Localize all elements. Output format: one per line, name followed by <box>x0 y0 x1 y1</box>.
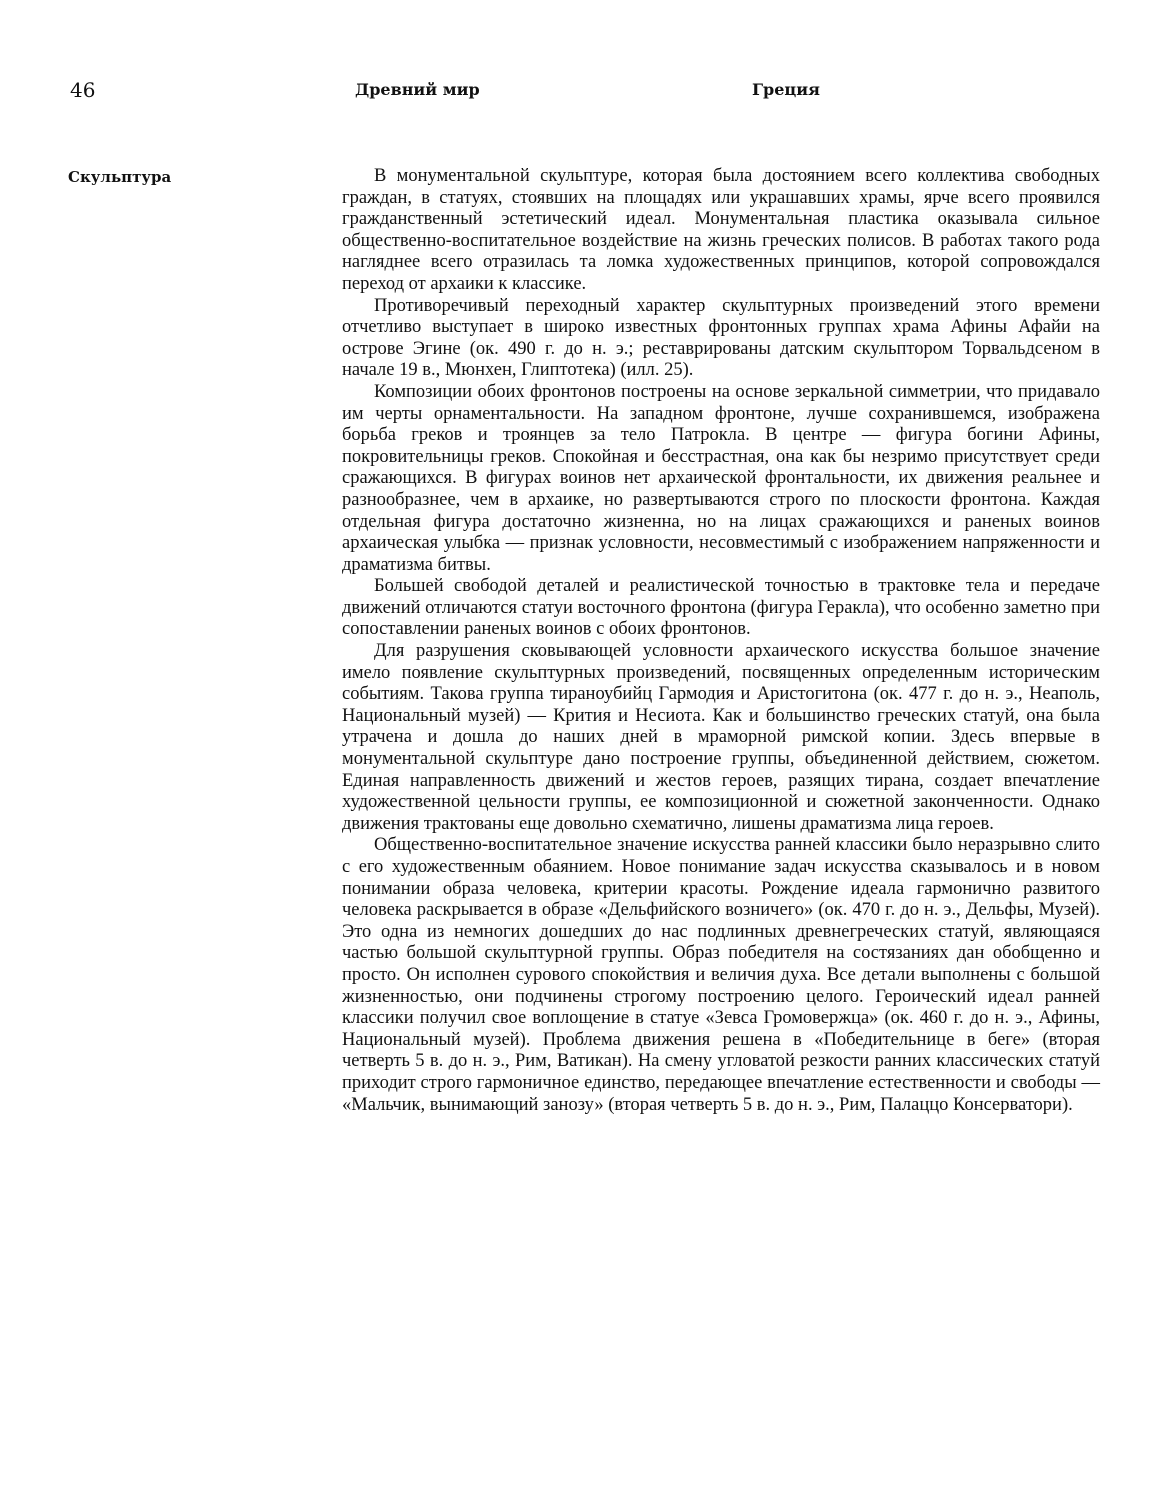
paragraph-4: Большей свободой деталей и реалистической точностью в трактовке тела и передаче движений отличаются статуи восточного фронтона (фигура Геракла), что особенно заметно при сопоставлении раненых воинов с обоих фронтонов. <box>342 576 1100 640</box>
paragraph-5: Для разрушения сковывающей условности архаического искусства большое значение имело появление скульптурных произведений, посвященных определенным историческим событиям. Такова группа тираноубийц Гармодия и Аристогитона (ок. 477 г. до н. э., Неаполь, Национальный музей) — Крития и Несиота. Как и большинство греческих статуй, она была утрачена и дошла до наших дней в мраморной римской копии. Здесь впервые в монументальной скульптуре дано построение группы, объединенной действием, сюжетом. Единая направленность движений и жестов героев, разящих тирана, создает впечатление художественной цельности группы, ее композиционной и сюжетной законченности. Однако движения трактованы еще довольно схематично, лишены драматизма лица героев. <box>342 641 1100 834</box>
page-number: 46 <box>70 78 96 102</box>
running-head-right: Греция <box>752 80 820 99</box>
section-label: Скульптура <box>68 168 172 186</box>
paragraph-3: Композиции обоих фронтонов построены на основе зеркальной симметрии, что придавало им черты орнаментальности. На западном фронтоне, лучше сохранившемся, изображена борьба греков и троянцев за тело Патрокла. В центре — фигура богини Афины, покровительницы греков. Спокойная и бесстрастная, она как бы незримо присутствует среди сражающихся. В фигурах воинов нет архаической фронтальности, их движения реальнее и разнообразнее, чем в архаике, но развертываются строго по плоскости фронтона. Каждая отдельная фигура достаточно жизненна, но на лицах сражающихся и раненых воинов архаическая улыбка — признак условности, несовместимый с изображением напряженности и драматизма битвы. <box>342 381 1100 575</box>
paragraph-2: Противоречивый переходный характер скульптурных произведений этого времени отчетливо выступает в широко известных фронтонных группах храма Афины Афайи на острове Эгине (ок. 490 г. до н. э.; реставрированы датским скульптором Торвальдсеном в начале 19 в., Мюнхен, Глиптотека) (илл. 25). <box>342 295 1100 381</box>
paragraph-6: Общественно-воспитательное значение искусства ранней классики было неразрывно слито с его художественным обаянием. Новое понимание задач искусства сказывалось и в новом понимании образа человека, критерии красоты. Рождение идеала гармонично развитого человека раскрывается в образе «Дельфийского возничего» (ок. 470 г. до н. э., Дельфы, Музей). Это одна из немногих дошедших до нас подлинных древнегреческих статуй, являющаяся частью большой скульптурной группы. Образ победителя на состязаниях дан обобщенно и просто. Он исполнен сурового спокойствия и величия духа. Все детали выполнены с большой жизненностью, они подчинены строгому построению целого. Героический идеал ранней классики получил свое воплощение в статуе «Зевса Громовержца» (ок. 460 г. до н. э., Афины, Национальный музей). Проблема движения решена в «Победительнице в беге» (вторая четверть 5 в. до н. э., Рим, Ватикан). На смену угловатой резкости ранних классических статуй приходит строго гармоничное единство, передающее впечатление естественности и свободы — «Мальчик, вынимающий занозу» (вторая четверть 5 в. до н. э., Рим, Палаццо Консерватори). <box>342 835 1100 1115</box>
paragraph-1: В монументальной скульптуре, которая была достоянием всего коллектива свободных граждан, в статуях, стоявших на площадях или украшавших храмы, ярче всего проявился гражданственный эстетический идеал. Монументальная пластика оказывала сильное общественно-воспитательное воздействие на жизнь греческих полисов. В работах такого рода нагляднее всего отразилась та ломка художественных принципов, которой сопровождался переход от архаики к классике. <box>342 166 1100 294</box>
running-head-left: Древний мир <box>355 80 480 99</box>
body-text <box>342 166 1100 1116</box>
page-header <box>0 78 1168 108</box>
